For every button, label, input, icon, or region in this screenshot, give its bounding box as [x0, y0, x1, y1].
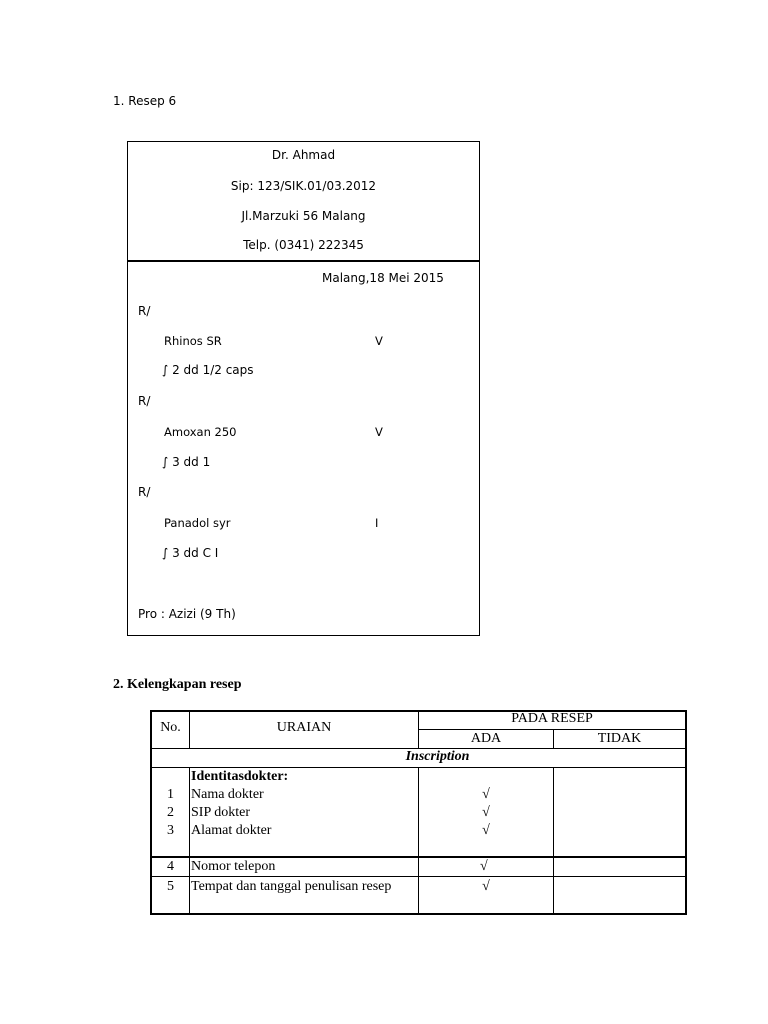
group-title: Identitasdokter: [191, 769, 289, 784]
row-line-4 [150, 876, 687, 877]
drug-name: Panadol syr [164, 516, 231, 530]
drug-signa: ∫ 3 dd 1 [162, 455, 211, 469]
header-tidak: TIDAK [597, 731, 642, 746]
drug-signa: ∫ 2 dd 1/2 caps [162, 363, 254, 377]
row-description: Nama dokter [191, 787, 264, 802]
recipe-symbol: R/ [138, 394, 151, 408]
row-description: Alamat dokter [191, 823, 272, 838]
col-line-no [189, 767, 190, 915]
row-line-section [150, 767, 687, 768]
row-number: 5 [167, 879, 174, 894]
row-description: Tempat dan tanggal penulisan resep [191, 879, 392, 894]
row-line-subheader [418, 729, 687, 730]
row-number: 1 [167, 787, 174, 802]
header-no: No. [160, 720, 181, 735]
prescription-box [127, 141, 480, 636]
recipe-symbol: R/ [138, 485, 151, 499]
doctor-name: Dr. Ahmad [271, 148, 336, 162]
doctor-phone: Telp. (0341) 222345 [243, 238, 364, 252]
check-mark: √ [482, 787, 490, 802]
header-pada-resep: PADA RESEP [511, 711, 593, 726]
row-number: 4 [167, 859, 174, 874]
row-description: Nomor telepon [191, 859, 276, 874]
drug-name: Amoxan 250 [164, 425, 237, 439]
check-mark: √ [482, 805, 490, 820]
drug-signa: ∫ 3 dd C I [162, 546, 219, 560]
section-row-inscription: Inscription [405, 749, 470, 764]
drug-quantity: V [375, 425, 383, 439]
doctor-address: Jl.Marzuki 56 Malang [241, 209, 366, 223]
row-description: SIP dokter [191, 805, 250, 820]
section-2-title: 2. Kelengkapan resep [113, 677, 242, 692]
check-mark: √ [482, 879, 490, 894]
col-line-ada [553, 767, 554, 915]
header-ada: ADA [470, 731, 502, 746]
recipe-symbol: R/ [138, 304, 151, 318]
check-mark: √ [480, 859, 488, 874]
drug-quantity: I [375, 516, 379, 530]
section-1-title: 1. Resep 6 [113, 94, 177, 108]
drug-quantity: V [375, 334, 383, 348]
header-divider [128, 260, 479, 262]
check-mark: √ [482, 823, 490, 838]
place-date: Malang,18 Mei 2015 [322, 271, 444, 285]
table-border-right [685, 710, 687, 915]
patient-info: Pro : Azizi (9 Th) [138, 607, 236, 621]
drug-name: Rhinos SR [164, 334, 222, 348]
header-uraian: URAIAN [276, 720, 332, 735]
row-line-group [150, 856, 687, 858]
completeness-table [150, 710, 687, 915]
doctor-sip: Sip: 123/SIK.01/03.2012 [230, 179, 377, 193]
row-number: 2 [167, 805, 174, 820]
row-number: 3 [167, 823, 174, 838]
